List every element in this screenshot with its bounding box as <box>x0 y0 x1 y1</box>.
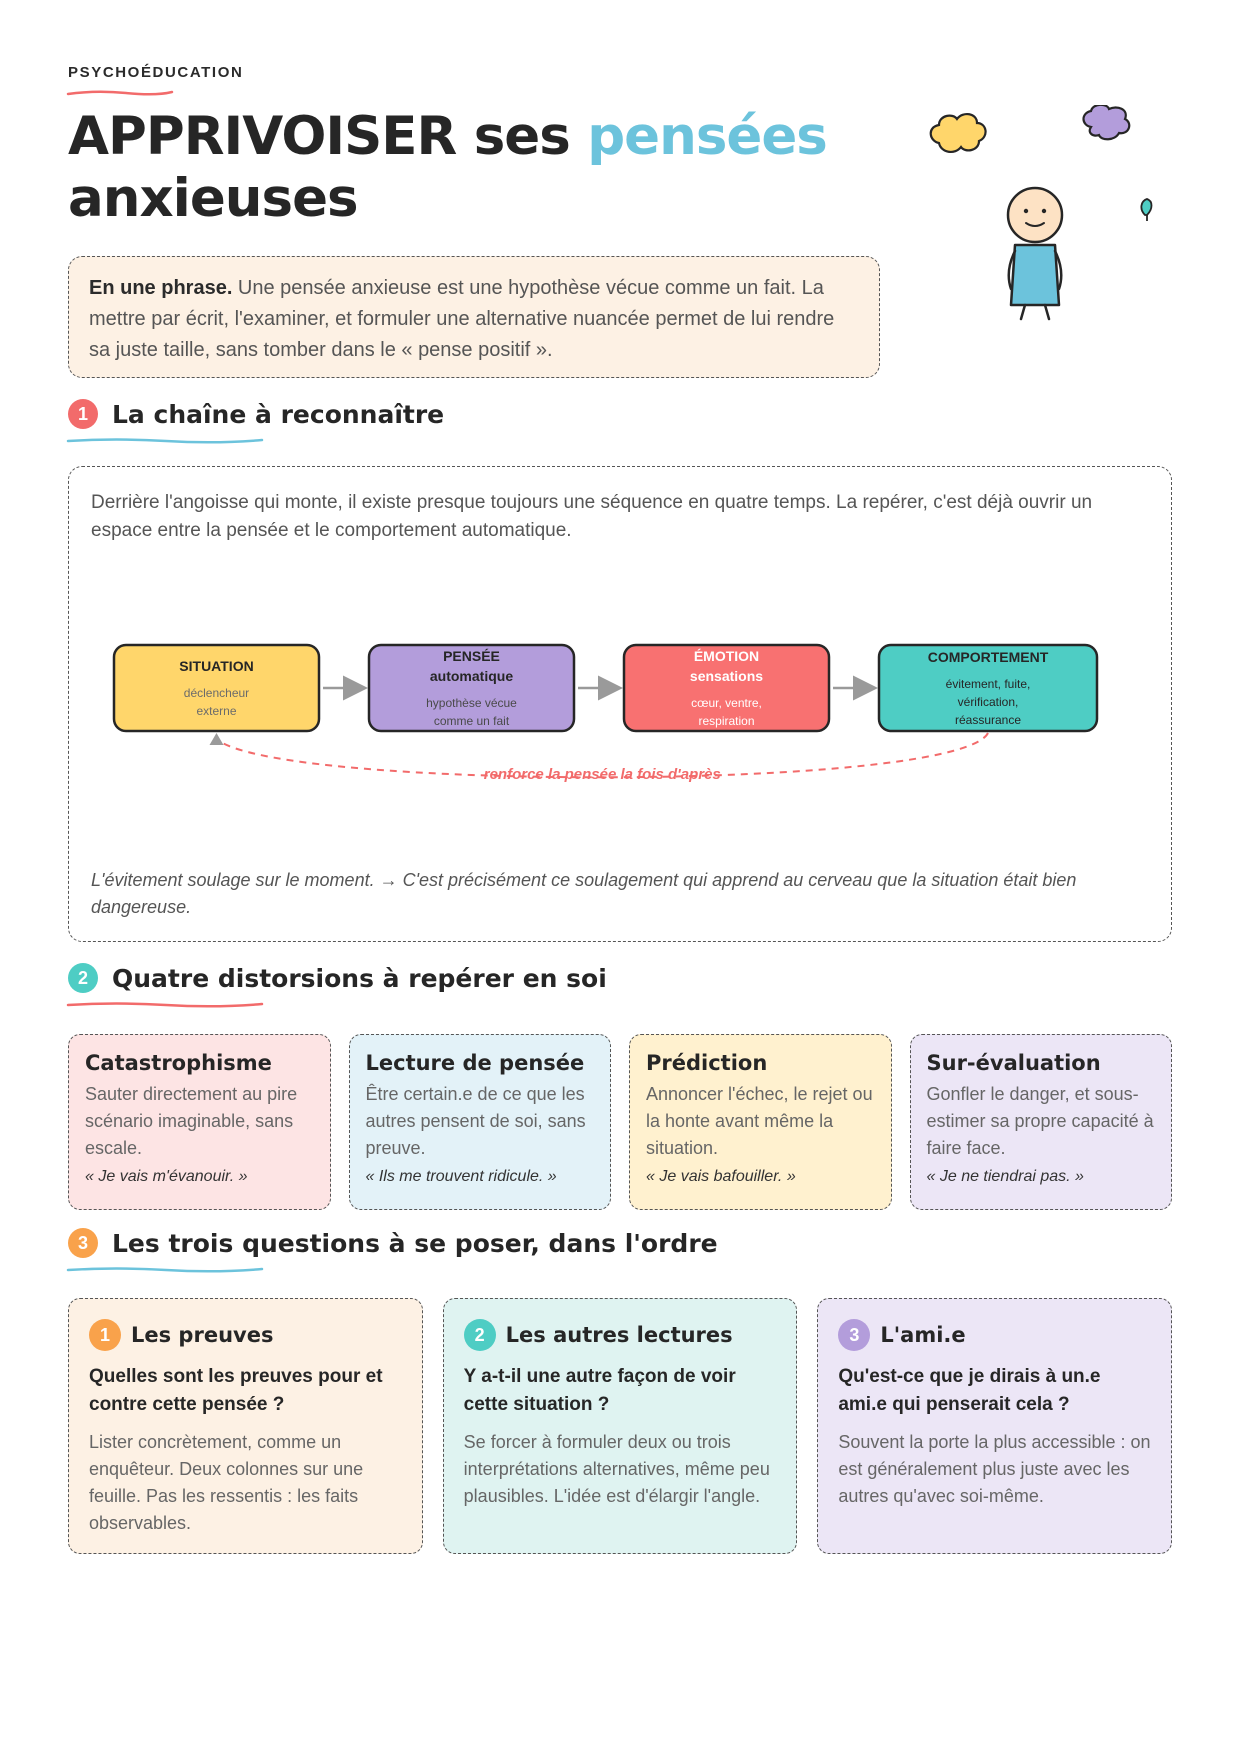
question-text: Quelles sont les preuves pour et contre cette pensée ? <box>89 1366 383 1415</box>
chain-panel <box>68 466 1172 942</box>
distortion-desc: Être certain.e de ce que les autres pensent de soi, sans preuve. <box>365 1084 586 1158</box>
chain-step-detail: vérification, <box>957 695 1019 709</box>
distortion-title: Prédiction <box>646 1051 768 1075</box>
feedback-arrowhead <box>210 733 224 745</box>
question-title: L'ami.e <box>880 1323 966 1347</box>
title-accent: pensées <box>587 106 827 167</box>
page-title <box>68 106 827 230</box>
distortion-desc: Sauter directement au pire scénario imaginable, sans escale. <box>85 1084 298 1158</box>
chain-step-detail: externe <box>196 704 237 718</box>
distortion-desc: Annoncer l'échec, le rejet ou la honte avant même la situation. <box>646 1084 873 1158</box>
title-part1: APPRIVOISER ses <box>68 106 588 167</box>
section-1-heading <box>68 399 444 429</box>
chain-step-detail: respiration <box>698 714 755 728</box>
section-1-title: La chaîne à reconnaître <box>112 399 445 429</box>
question-cards <box>68 1298 1172 1554</box>
section-3-underline <box>66 1265 266 1275</box>
chain-step-detail: réassurance <box>954 713 1022 727</box>
question-card <box>817 1298 1172 1554</box>
section-3-title: Les trois questions à se poser, dans l'ordre <box>112 1228 718 1258</box>
distortion-card <box>349 1034 612 1210</box>
distortion-title: Lecture de pensée <box>365 1051 585 1075</box>
section-1-number-badge: 1 <box>68 399 98 429</box>
question-text: Y a-t-il une autre façon de voir cette situation ? <box>463 1366 736 1415</box>
character-illustration <box>925 105 1165 335</box>
chain-step-detail: évitement, fuite, <box>945 677 1031 691</box>
chain-intro-text: Derrière l'angoisse qui monte, il existe presque toujours une séquence en quatre temps. La repérer, c'est déjà ouvrir un espace entre la pensée et le comportement automatique. <box>91 492 1093 541</box>
question-desc: Lister concrètement, comme un enquêteur. Deux colonnes sur une feuille. Pas les ressentis : les faits observables. <box>89 1432 364 1533</box>
chain-step-detail: cœur, ventre, <box>691 696 762 710</box>
distortion-example: « Ils me trouvent ridicule. » <box>365 1168 557 1185</box>
distortion-card <box>910 1034 1173 1210</box>
question-number-badge: 1 <box>89 1319 121 1351</box>
distortion-desc: Gonfler le danger, et sous-estimer sa propre capacité à faire face. <box>926 1084 1154 1158</box>
distortion-title: Sur-évaluation <box>926 1051 1101 1075</box>
question-desc: Souvent la porte la plus accessible : on est généralement plus juste avec les autres qu'avec soi-même. <box>838 1432 1151 1506</box>
distortion-card <box>629 1034 892 1210</box>
yellow-cloud-icon <box>931 114 986 152</box>
chain-step-detail: hypothèse vécue <box>426 696 517 710</box>
question-number-badge: 2 <box>464 1319 496 1351</box>
section-1-underline <box>66 436 266 446</box>
question-card <box>68 1298 423 1554</box>
distortion-example: « Je ne tiendrai pas. » <box>926 1168 1084 1185</box>
question-title: Les preuves <box>131 1323 274 1347</box>
distortion-title: Catastrophisme <box>85 1051 272 1075</box>
character-icon <box>1008 188 1062 319</box>
title-part2: anxieuses <box>68 168 358 229</box>
distortion-cards <box>68 1034 1172 1210</box>
feedback-loop-label: renforce la pensée la fois d'après <box>483 766 721 783</box>
chain-step-subtitle: automatique <box>429 668 514 684</box>
chain-step-title: SITUATION <box>179 658 254 674</box>
chain-note: L'évitement soulage sur le moment. → C'est précisément ce soulagement qui apprend au cerveau que la situation était bien dangereuse. <box>91 870 1077 917</box>
section-2-underline <box>66 1000 266 1010</box>
intro-lead: En une phrase. <box>89 277 233 299</box>
section-3-heading <box>68 1228 718 1258</box>
distortion-example: « Je vais bafouiller. » <box>646 1168 796 1185</box>
section-2-number-badge: 2 <box>68 963 98 993</box>
purple-cloud-icon <box>1084 105 1130 139</box>
question-card <box>443 1298 798 1554</box>
chain-step-title: COMPORTEMENT <box>927 649 1049 665</box>
distortion-example: « Je vais m'évanouir. » <box>85 1168 248 1185</box>
chain-step-detail: déclencheur <box>183 686 250 700</box>
chain-step-title: ÉMOTION <box>693 648 760 664</box>
chain-step-subtitle: sensations <box>689 668 764 684</box>
question-text: Qu'est-ce que je dirais à un.e ami.e qui penserait cela ? <box>838 1366 1101 1415</box>
question-desc: Se forcer à formuler deux ou trois interprétations alternatives, même peu plausibles. L'idée est d'élargir l'angle. <box>463 1432 770 1506</box>
question-number-badge: 3 <box>838 1319 870 1351</box>
eyebrow-label: PSYCHOÉDUCATION <box>68 64 244 81</box>
eyebrow-underline <box>66 88 176 98</box>
section-3-number-badge: 3 <box>68 1228 98 1258</box>
distortion-card <box>68 1034 331 1210</box>
intro-text: Une pensée anxieuse est une hypothèse vécue comme un fait. La mettre par écrit, l'examiner, et formuler une alternative nuancée permet de lui rendre sa juste taille, sans tomber dans le « pense positif ». <box>89 277 835 361</box>
section-2-heading <box>68 963 607 993</box>
teal-drop-icon <box>1141 199 1151 221</box>
chain-step-detail: comme un fait <box>433 714 510 728</box>
intro-summary-box <box>68 256 880 378</box>
section-2-title: Quatre distorsions à repérer en soi <box>112 963 607 993</box>
question-title: Les autres lectures <box>505 1323 733 1347</box>
chain-step-title: PENSÉE <box>443 648 500 664</box>
